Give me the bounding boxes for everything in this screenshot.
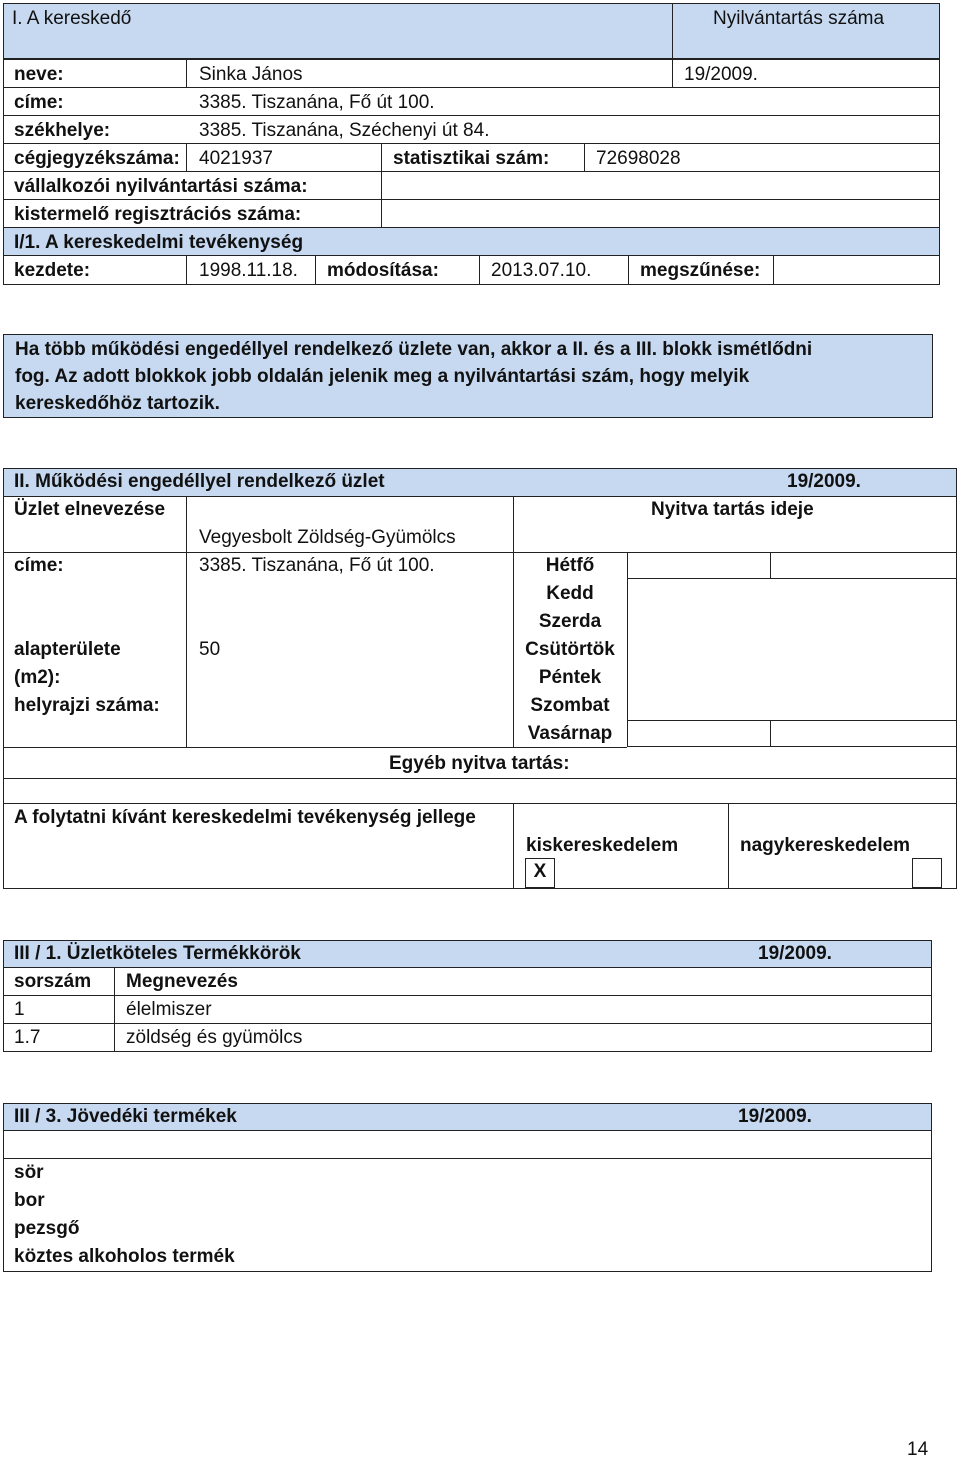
table-row-2-sorszam: 1.7	[14, 1027, 41, 1048]
section-3-1-registration-number: 19/2009.	[758, 943, 832, 964]
section-3-1-title: III / 1. Üzletköteles Termékkörök	[14, 943, 301, 964]
cegjegyzekszam-label: cégjegyzékszáma:	[14, 148, 180, 169]
kezdete-value: 1998.11.18.	[199, 260, 298, 281]
table-row-1-megnevezes: élelmiszer	[126, 999, 212, 1020]
subsection-activity-title: I/1. A kereskedelmi tevékenység	[14, 232, 304, 253]
excise-item-beer: sör	[14, 1162, 44, 1183]
nyitva-tartas-label: Nyitva tartás ideje	[651, 499, 814, 520]
section-2-registration-number: 19/2009.	[787, 471, 861, 492]
note-line-3: kereskedőhöz tartozik.	[15, 393, 220, 414]
kistermelo-label: kistermelő regisztrációs száma:	[14, 204, 302, 225]
day-monday: Hétfő	[545, 555, 595, 576]
statisztikai-szam-value: 72698028	[596, 148, 681, 169]
nagykereskedelem-label: nagykereskedelem	[740, 835, 911, 856]
info-note	[3, 334, 933, 418]
excise-item-wine: bor	[14, 1190, 45, 1211]
table-row-2-megnevezes: zöldség és gyümölcs	[126, 1027, 303, 1048]
page-number: 14	[907, 1439, 929, 1460]
day-sunday: Vasárnap	[527, 723, 613, 744]
registration-number-header: Nyilvántartás száma	[713, 8, 885, 29]
registration-number: 19/2009.	[684, 64, 758, 85]
col-sorszam-header: sorszám	[14, 971, 92, 992]
excise-item-sparkling-wine: pezsgő	[14, 1218, 80, 1239]
day-friday: Péntek	[538, 667, 602, 688]
szekhely-value: 3385. Tiszanána, Széchenyi út 84.	[199, 120, 490, 141]
neve-value: Sinka János	[199, 64, 303, 85]
kezdete-label: kezdete:	[14, 260, 91, 281]
cime-value: 3385. Tiszanána, Fő út 100.	[199, 92, 435, 113]
modositas-label: módosítása:	[327, 260, 439, 281]
szekhely-label: székhelye:	[14, 120, 111, 141]
shop-cime-label: címe:	[14, 555, 64, 576]
nagykereskedelem-checkbox[interactable]	[912, 858, 942, 888]
cime-label: címe:	[14, 92, 64, 113]
note-line-2: fog. Az adott blokkok jobb oldalán jelenik meg a nyilvántartási szám, hogy melyik	[15, 366, 750, 387]
alapterulet-value: 50	[199, 639, 221, 660]
section-2-title: II. Működési engedéllyel rendelkező üzlet	[14, 471, 385, 492]
cegjegyzekszam-value: 4021937	[199, 148, 273, 169]
modositas-value: 2013.07.10.	[491, 260, 592, 281]
section-3-3-registration-number: 19/2009.	[738, 1106, 812, 1127]
neve-label: neve:	[14, 64, 64, 85]
kiskereskedelem-label: kiskereskedelem	[526, 835, 679, 856]
note-line-1: Ha több működési engedéllyel rendelkező üzlete van, akkor a II. és a III. blokk ismétlődni	[15, 339, 813, 360]
vallalkozoi-label: vállalkozói nyilvántartási száma:	[14, 176, 308, 197]
uzlet-elnevezese-value: Vegyesbolt Zöldség-Gyümölcs	[199, 527, 456, 548]
egyeb-nyitva-label: Egyéb nyitva tartás:	[389, 753, 570, 774]
excise-item-intermediate-alcohol: köztes alkoholos termék	[14, 1246, 235, 1267]
uzlet-elnevezese-label: Üzlet elnevezése	[14, 499, 166, 520]
table-row-1-sorszam: 1	[14, 999, 25, 1020]
section-1-title: I. A kereskedő	[12, 8, 132, 29]
alapterulet-unit-label: (m2):	[14, 667, 61, 688]
megszunes-label: megszűnése:	[640, 260, 761, 281]
shop-cime-value: 3385. Tiszanána, Fő út 100.	[199, 555, 435, 576]
helyrajzi-szam-label: helyrajzi száma:	[14, 695, 160, 716]
jelleg-label: A folytatni kívánt kereskedelmi tevékenység jellege	[14, 807, 476, 828]
day-saturday: Szombat	[530, 695, 610, 716]
col-megnevezes-header: Megnevezés	[126, 971, 238, 992]
day-tuesday: Kedd	[546, 583, 594, 604]
day-thursday: Csütörtök	[525, 639, 615, 660]
kiskereskedelem-checkbox[interactable]: X	[525, 858, 555, 888]
day-wednesday: Szerda	[538, 611, 602, 632]
statisztikai-szam-label: statisztikai szám:	[393, 148, 550, 169]
section-3-3-title: III / 3. Jövedéki termékek	[14, 1106, 237, 1127]
alapterulet-label: alapterülete	[14, 639, 121, 660]
